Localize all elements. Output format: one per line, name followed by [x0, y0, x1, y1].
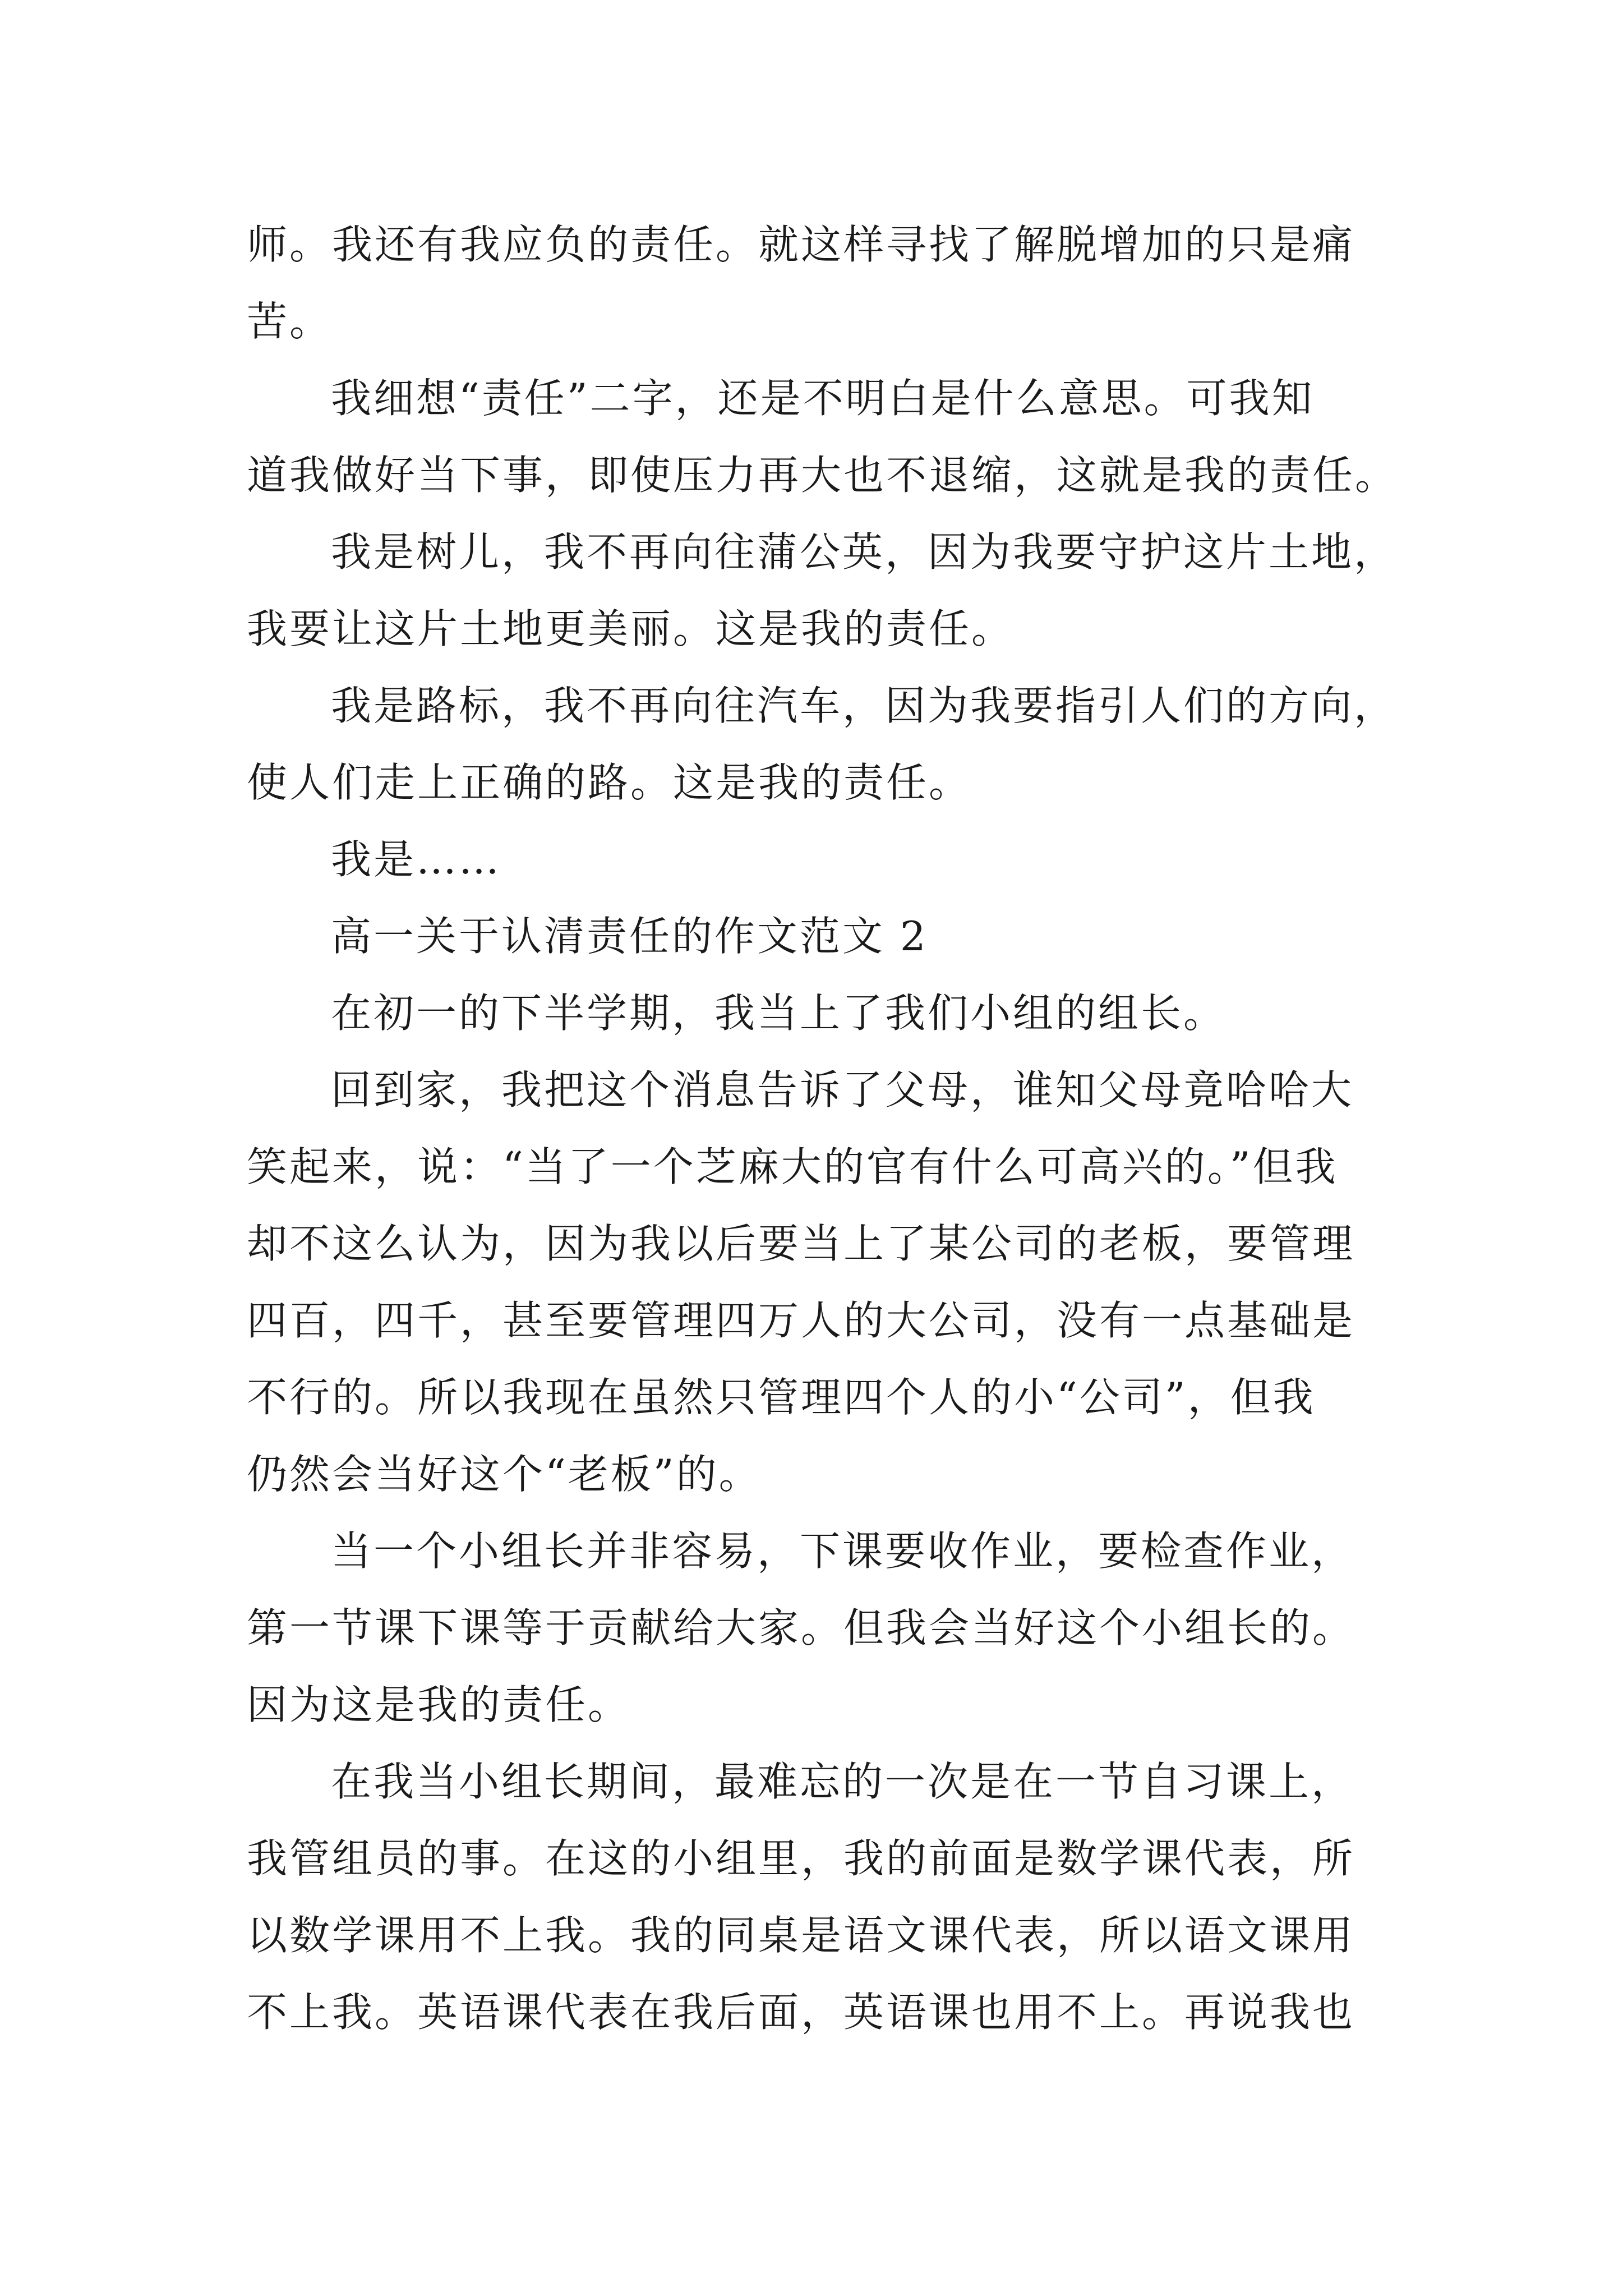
text-line: 不上我。英语课代表在我后面，英语课也用不上。再说我也 [247, 1989, 1355, 2036]
text-line: 我是路标，我不再向往汽车，因为我要指引人们的方向， [331, 682, 1397, 729]
text-line: 在初一的下半学期，我当上了我们小组的组长。 [331, 990, 1227, 1037]
text-line: 苦。 [247, 298, 333, 345]
text-line: 我是树儿，我不再向往蒲公英，因为我要守护这片土地， [331, 528, 1397, 576]
text-line: 不行的。所以我现在虽然只管理四个人的小“公司”，但我 [247, 1374, 1316, 1421]
text-line: 仍然会当好这个“老板”的。 [247, 1451, 762, 1498]
text-line: 笑起来，说：“当了一个芝麻大的官有什么可高兴的。”但我 [247, 1143, 1338, 1190]
text-line: 我是…… [331, 836, 502, 883]
text-line: 回到家，我把这个消息告诉了父母，谁知父母竟哈哈大 [331, 1066, 1354, 1114]
text-line: 四百，四千，甚至要管理四万人的大公司，没有一点基础是 [247, 1297, 1355, 1344]
text-line: 我细想“责任”二字，还是不明白是什么意思。可我知 [331, 375, 1315, 422]
text-line: 道我做好当下事，即使压力再大也不退缩，这就是我的责任。 [247, 452, 1398, 499]
text-line: 当一个小组长并非容易，下课要收作业，要检查作业， [331, 1527, 1354, 1575]
text-line: 因为这是我的责任。 [247, 1681, 631, 1728]
text-line: 高一关于认清责任的作文范文 2 [331, 913, 928, 960]
text-line: 却不这么认为，因为我以后要当上了某公司的老板，要管理 [247, 1220, 1355, 1267]
text-line: 以数学课用不上我。我的同桌是语文课代表，所以语文课用 [247, 1912, 1355, 1959]
text-line: 我要让这片土地更美丽。这是我的责任。 [247, 605, 1015, 652]
essay-body [247, 206, 1396, 2051]
text-line: 在我当小组长期间，最难忘的一次是在一节自习课上， [331, 1758, 1354, 1805]
text-line: 第一节课下课等于贡献给大家。但我会当好这个小组长的。 [247, 1604, 1355, 1651]
text-line: 我管组员的事。在这的小组里，我的前面是数学课代表，所 [247, 1835, 1355, 1882]
text-line: 师。我还有我应负的责任。就这样寻找了解脱增加的只是痛 [247, 221, 1355, 268]
text-line: 使人们走上正确的路。这是我的责任。 [247, 759, 972, 806]
